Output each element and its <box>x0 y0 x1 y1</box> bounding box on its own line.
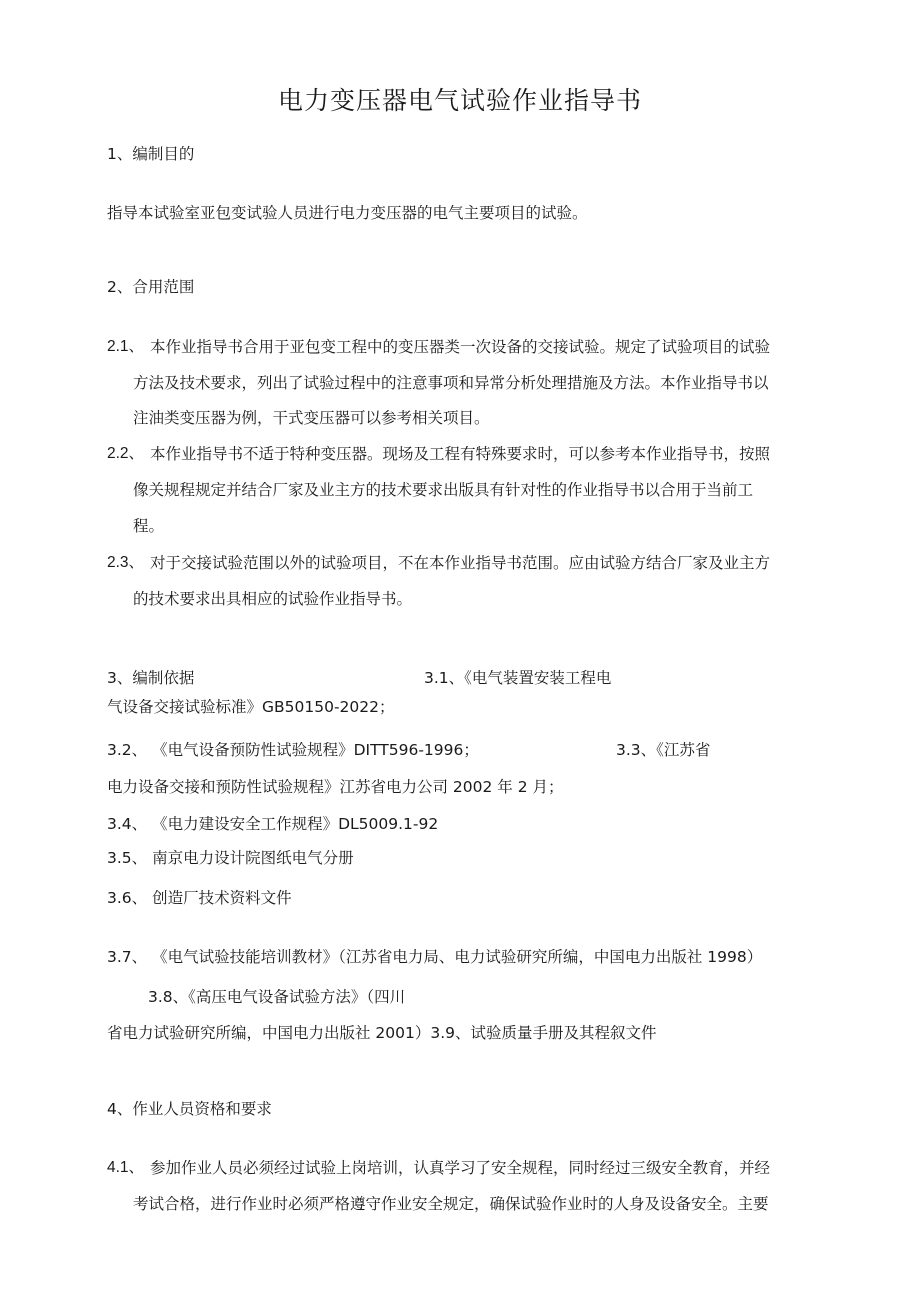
item-2-1-line: 方法及技术要求，列出了试验过程中的注意事项和异常分析处理措施及方法。本作业指导书以 <box>133 374 769 392</box>
item-2-2-line: 本作业指导书不适于特种变压器。现场及工程有特殊要求时，可以参考本作业指导书，按照 <box>150 445 771 463</box>
ref-3-5: 3.5、 南京电力设计院图纸电气分册 <box>107 849 354 867</box>
item-2-1-line: 注油类变压器为例，干式变压器可以参考相关项目。 <box>133 409 490 427</box>
ref-3-2: 3.2、 《电气设备预防性试验规程》DITT596-1996； <box>107 741 479 759</box>
item-2-3-line: 对于交接试验范围以外的试验项目，不在本作业指导书范围。应由试验方结合厂家及业主方 <box>150 554 771 572</box>
section-4-heading: 4、作业人员资格和要求 <box>107 1100 272 1118</box>
item-2-2-line: 像关规程规定并结合厂家及业主方的技术要求出版具有针对性的作业指导书以合用于当前工 <box>133 481 754 499</box>
ref-3-7: 3.7、 《电气试验技能培训教材》（江苏省电力局、电力试验研究所编，中国电力出版社 1998） <box>107 948 763 966</box>
section-3-heading: 3、编制依据 <box>107 669 195 687</box>
item-2-2-number: 2.2、 <box>107 445 145 462</box>
section-1-body: 指导本试验室亚包变试验人员进行电力变压器的电气主要项目的试验。 <box>107 204 588 222</box>
item-4-1-number: 4.1、 <box>107 1159 145 1176</box>
ref-3-8-end: 省电力试验研究所编，中国电力出版社 2001）3.9、试验质量手册及其程叙文件 <box>107 1024 657 1042</box>
item-2-1-line: 本作业指导书合用于亚包变工程中的变压器类一次设备的交接试验。规定了试验项目的试验 <box>150 338 771 356</box>
item-4-1-line: 参加作业人员必须经过试验上岗培训，认真学习了安全规程，同时经过三级安全教育，并经 <box>150 1159 771 1177</box>
section-1-heading: 1、编制目的 <box>107 145 195 163</box>
item-2-1-number: 2.1、 <box>107 338 145 355</box>
item-4-1-line: 考试合格，进行作业时必须严格遵守作业安全规定，确保试验作业时的人身及设备安全。主要 <box>133 1195 769 1213</box>
ref-3-3-end: 电力设备交接和预防性试验规程》江苏省电力公司 2002 年 2 月； <box>107 778 564 796</box>
item-2-2-line: 程。 <box>133 517 165 535</box>
ref-3-8-start: 3.8、《高压电气设备试验方法》（四川 <box>148 988 406 1006</box>
ref-3-3-start: 3.3、《江苏省 <box>616 741 711 759</box>
ref-3-1-start: 3.1、《电气装置安装工程电 <box>424 669 612 687</box>
ref-3-1-end: 气设备交接试验标准》GB50150-2022； <box>107 698 395 716</box>
item-2-3-number: 2.3、 <box>107 554 145 571</box>
ref-3-6: 3.6、 创造厂技术资料文件 <box>107 889 292 907</box>
document-title: 电力变压器电气试验作业指导书 <box>277 86 642 115</box>
ref-3-4: 3.4、 《电力建设安全工作规程》DL5009.1-92 <box>107 815 439 833</box>
section-2-heading: 2、合用范围 <box>107 278 195 296</box>
item-2-3-line: 的技术要求出具相应的试验作业指导书。 <box>133 590 413 608</box>
